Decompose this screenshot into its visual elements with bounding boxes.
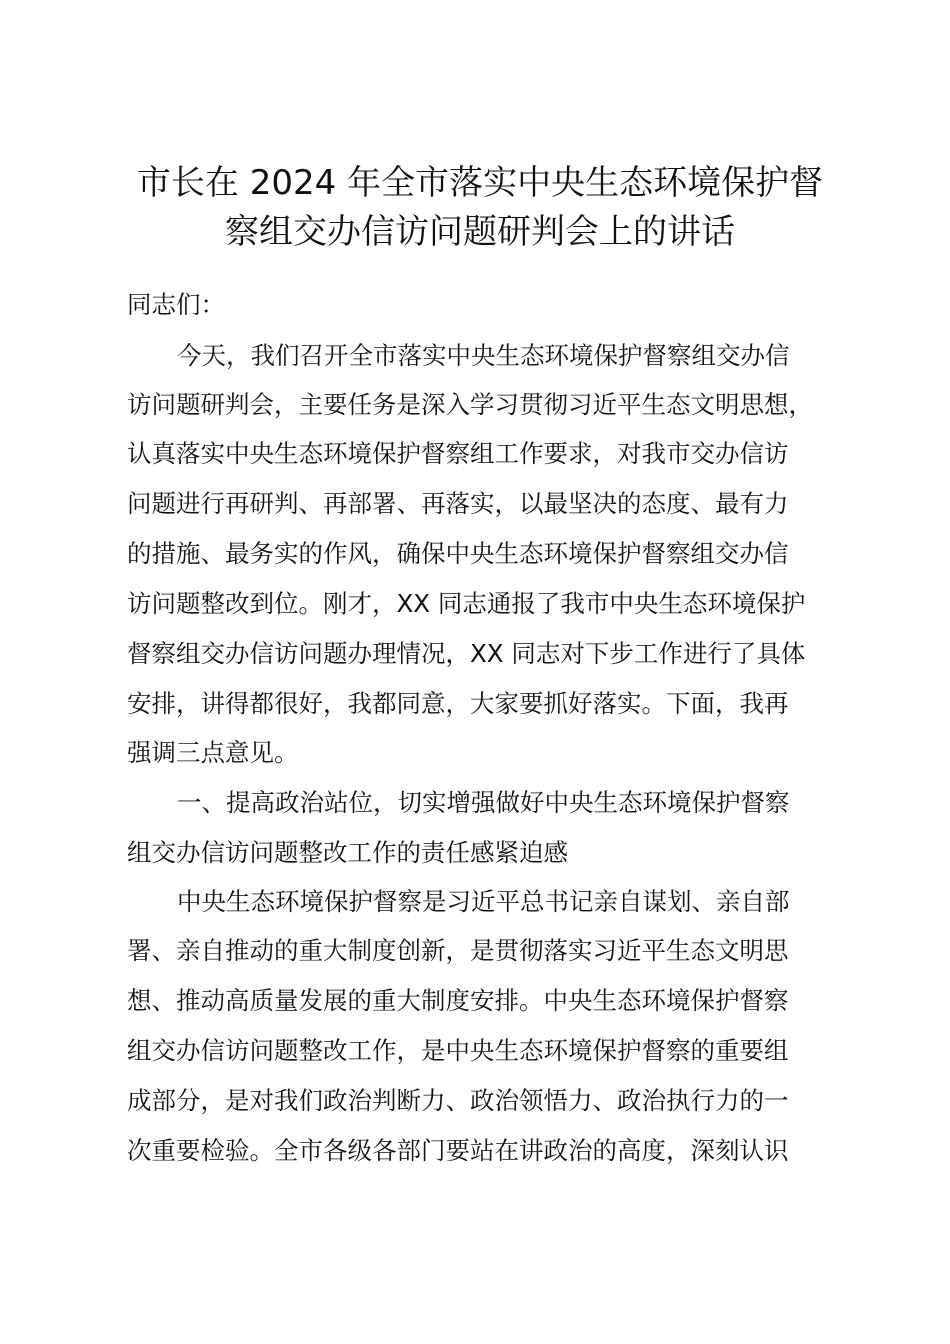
paragraph-1-line-1: 今天，我们召开全市落实中央生态环境保护督察组交办信 — [177, 341, 790, 370]
paragraph-1-line-4: 问题进行再研判、再部署、再落实，以最坚决的态度、最有力 — [127, 489, 789, 518]
paragraph-1-line-9: 强调三点意见。 — [127, 738, 299, 767]
document-title-line-1: 市长在 2024 年全市落实中央生态环境保护督 — [136, 163, 824, 203]
paragraph-1-line-8: 安排，讲得都很好，我都同意，大家要抓好落实。下面，我再 — [127, 689, 789, 718]
paragraph-2-line-5: 成部分，是对我们政治判断力、政治领悟力、政治执行力的一 — [127, 1086, 789, 1115]
paragraph-1-line-2: 访问题研判会，主要任务是深入学习贯彻习近平生态文明思想， — [127, 390, 813, 419]
paragraph-1-line-7: 督察组交办信访问题办理情况，XX 同志对下步工作进行了具体 — [127, 639, 806, 668]
paragraph-2-line-6: 次重要检验。全市各级各部门要站在讲政治的高度，深刻认识 — [127, 1136, 789, 1165]
paragraph-2-line-3: 想、推动高质量发展的重大制度安排。中央生态环境保护督察 — [127, 986, 789, 1015]
document-title-line-2: 察组交办信访问题研判会上的讲话 — [225, 212, 735, 252]
paragraph-2-line-1: 中央生态环境保护督察是习近平总书记亲自谋划、亲自部 — [177, 887, 790, 916]
section-heading-1-line-2: 组交办信访问题整改工作的责任感紧迫感 — [127, 838, 568, 867]
section-heading-1-line-1: 一、提高政治站位，切实增强做好中央生态环境保护督察 — [177, 788, 790, 817]
salutation: 同志们： — [127, 290, 225, 319]
paragraph-1-line-5: 的措施、最务实的作风，确保中央生态环境保护督察组交办信 — [127, 539, 789, 568]
paragraph-2-line-2: 署、亲自推动的重大制度创新，是贯彻落实习近平生态文明思 — [127, 936, 789, 965]
paragraph-1-line-6: 访问题整改到位。刚才，XX 同志通报了我市中央生态环境保护 — [127, 589, 806, 618]
paragraph-2-line-4: 组交办信访问题整改工作，是中央生态环境保护督察的重要组 — [127, 1036, 789, 1065]
paragraph-1-line-3: 认真落实中央生态环境保护督察组工作要求，对我市交办信访 — [127, 439, 789, 468]
